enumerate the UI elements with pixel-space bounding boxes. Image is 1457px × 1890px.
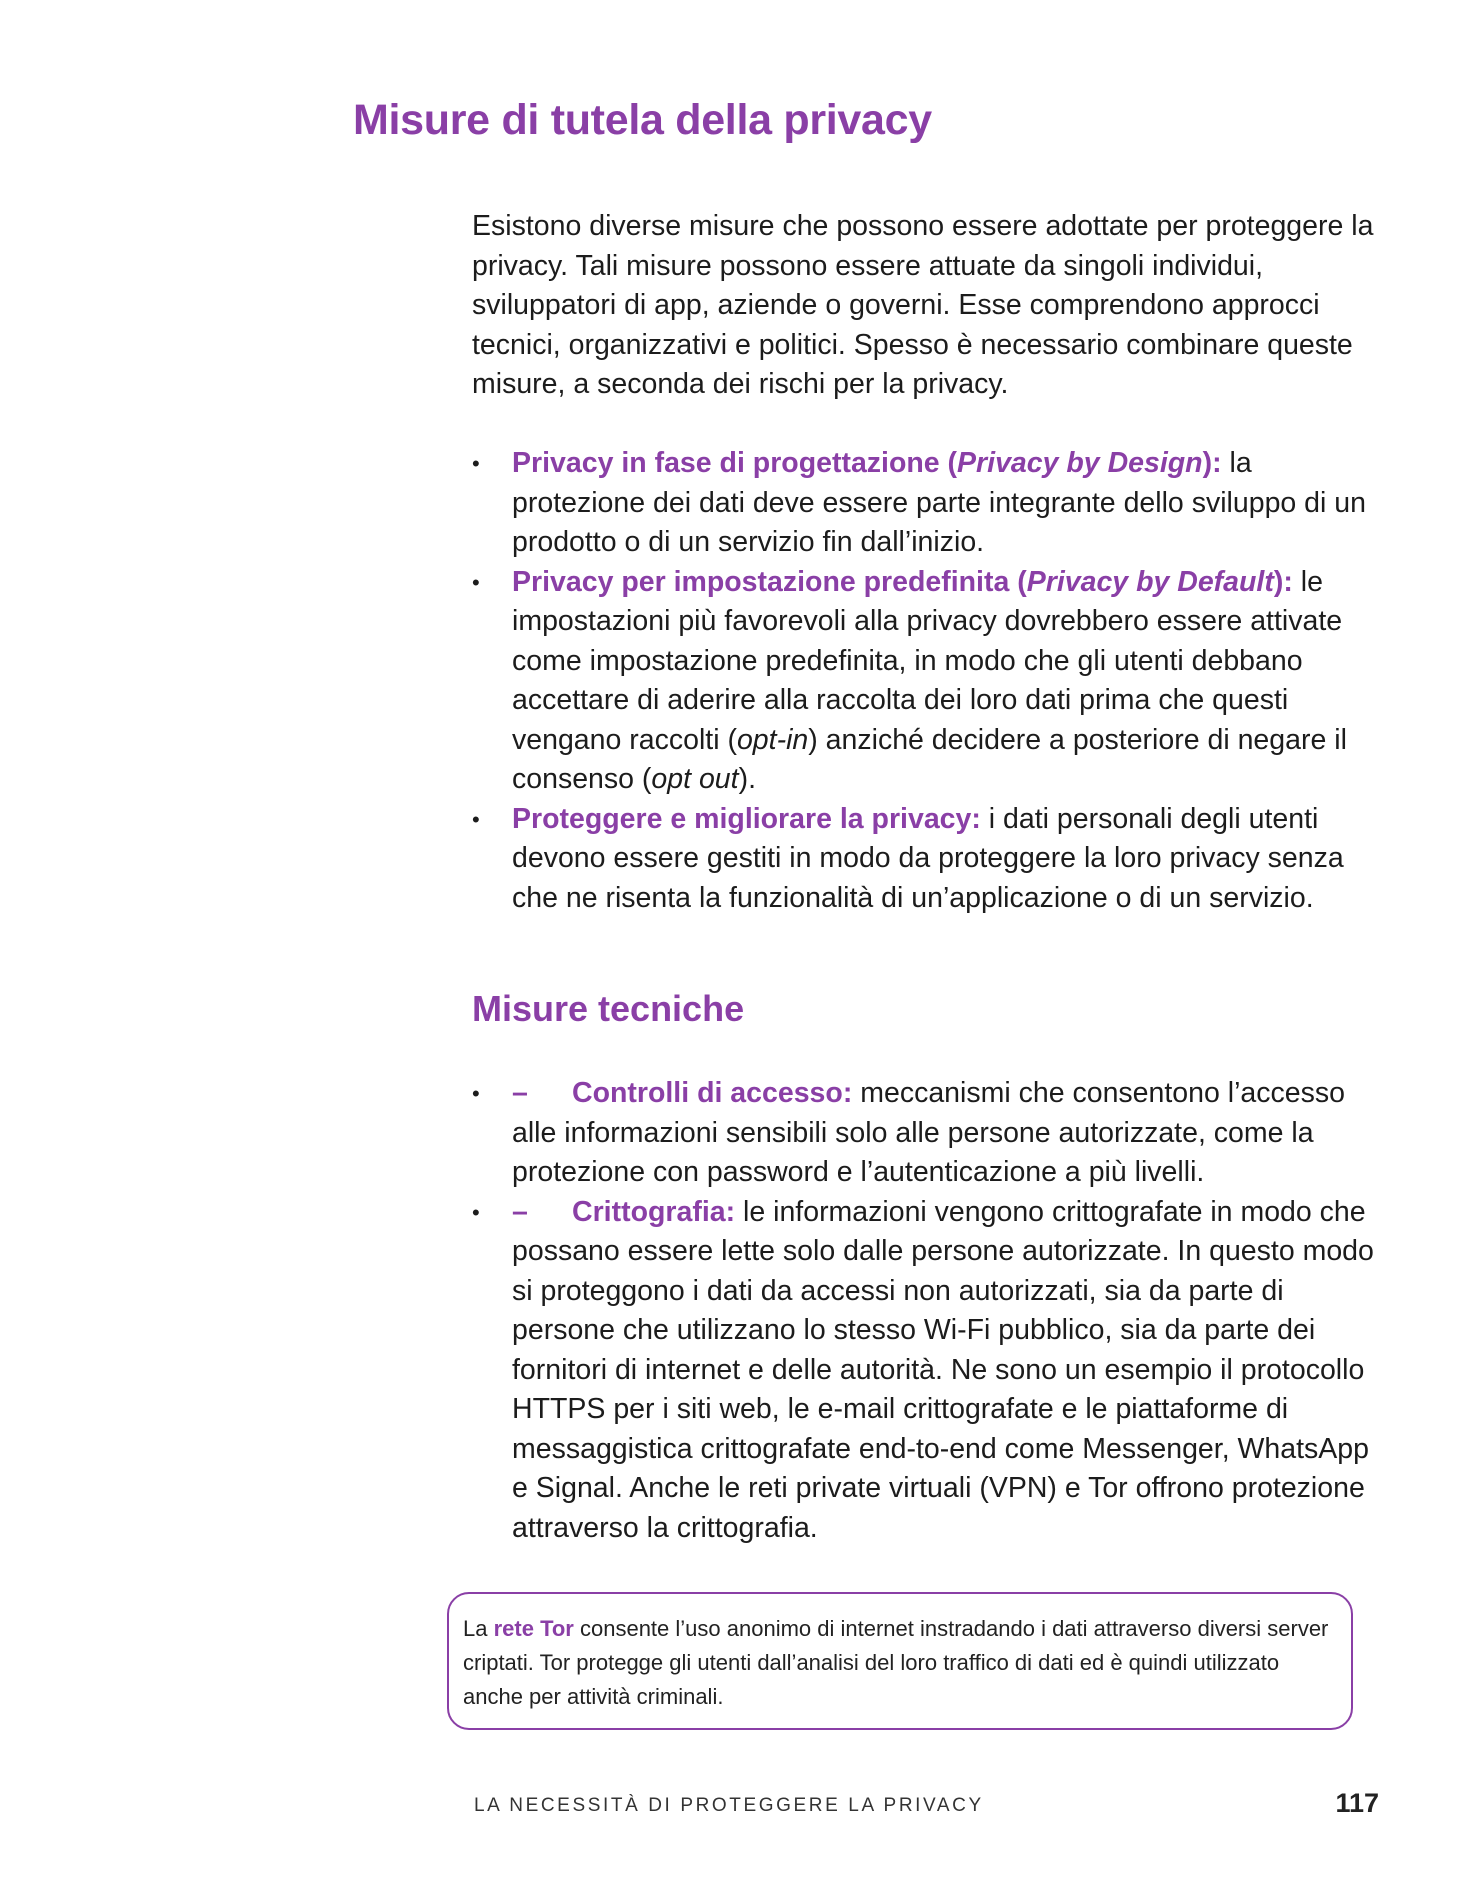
list-item-term: Crittografia: (572, 1195, 736, 1228)
bullet-icon: • (472, 1199, 480, 1225)
intro-paragraph: Esistono diverse misure che possono essere adottate per proteggere la privacy. Tali misure possono essere attuate da singoli individui, sviluppatori di app, aziende o governi. Esse comprendono approcci tecnici, organizzativi e politici. Spesso è necessario combinare queste misure, a seconda dei rischi per la privacy. (472, 210, 1374, 400)
dash-icon: – (512, 1077, 528, 1109)
list-item-text: le informazioni vengono crittografate in modo che possano essere lette solo dalle persone autorizzate. In questo modo si proteggono i dati da accessi non autorizzati, sia da parte di persone che utilizzano lo stesso Wi-Fi pubblico, sia da parte dei fornitori di internet e delle autorità. Ne sono un esempio il protocollo HTTPS per i siti web, le e-mail crittografate e le piattaforme di messaggistica crittografate end-to-end come Messenger, WhatsApp e Signal. Anche le reti private virtuali (VPN) e Tor offrono protezione attraverso la crittografia. (512, 1195, 1374, 1544)
principles-list (472, 444, 1387, 918)
list-item (472, 563, 1387, 800)
info-box-text: consente l’uso anonimo di internet instradando i dati attraverso diversi server criptati. Tor protegge gli utenti dall’analisi del loro traffico di dati ed è quindi utilizzato anche per attività criminali. (463, 1616, 1329, 1709)
bullet-icon: • (472, 451, 480, 476)
list-item-term: Privacy per impostazione predefinita (Privacy by Default): (512, 565, 1293, 598)
info-box (447, 1592, 1353, 1730)
info-box-prefix: La (463, 1616, 494, 1641)
page-title: Misure di tutela della privacy (353, 96, 932, 144)
list-item-text: meccanismi che consentono l’accesso alle informazioni sensibili solo alle persone autorizzate, come la protezione con password e l’autenticazione a più livelli. (512, 1077, 1345, 1188)
list-item (472, 444, 1387, 563)
list-item-term: Privacy in fase di progettazione (Privacy by Design): (512, 447, 1222, 479)
list-item-text: i dati personali degli utenti devono essere gestiti in modo da proteggere la loro privacy senza che ne risenta la funzionalità di un’applicazione o di un servizio. (512, 802, 1344, 914)
section-title: Misure tecniche (472, 988, 745, 1029)
footer-chapter-title: LA NECESSITÀ DI PROTEGGERE LA PRIVACY (474, 1795, 984, 1816)
list-item (472, 1193, 1387, 1549)
list-item-text: la protezione dei dati deve essere parte integrante dello sviluppo di un prodotto o di un servizio fin dall’inizio. (512, 447, 1366, 558)
bullet-icon: • (472, 569, 480, 595)
list-item-term: Proteggere e migliorare la privacy: (512, 802, 981, 835)
list-item-text: le impostazioni più favorevoli alla privacy dovrebbero essere attivate come impostazione predefinita, in modo che gli utenti debbano accettare di aderire alla raccolta dei loro dati prima che questi vengano raccolti (opt-in) anziché decidere a posteriore di negare il consenso (opt out). (512, 565, 1347, 795)
technical-measures-list (472, 1074, 1387, 1548)
bullet-icon: • (472, 806, 480, 832)
bullet-icon: • (472, 1081, 480, 1106)
list-item (472, 1074, 1387, 1193)
list-item (472, 800, 1387, 919)
info-box-term: rete Tor (493, 1616, 574, 1641)
dash-icon: – (512, 1195, 528, 1228)
list-item-term: Controlli di accesso: (572, 1077, 853, 1109)
page-number: 117 (1335, 1788, 1379, 1818)
